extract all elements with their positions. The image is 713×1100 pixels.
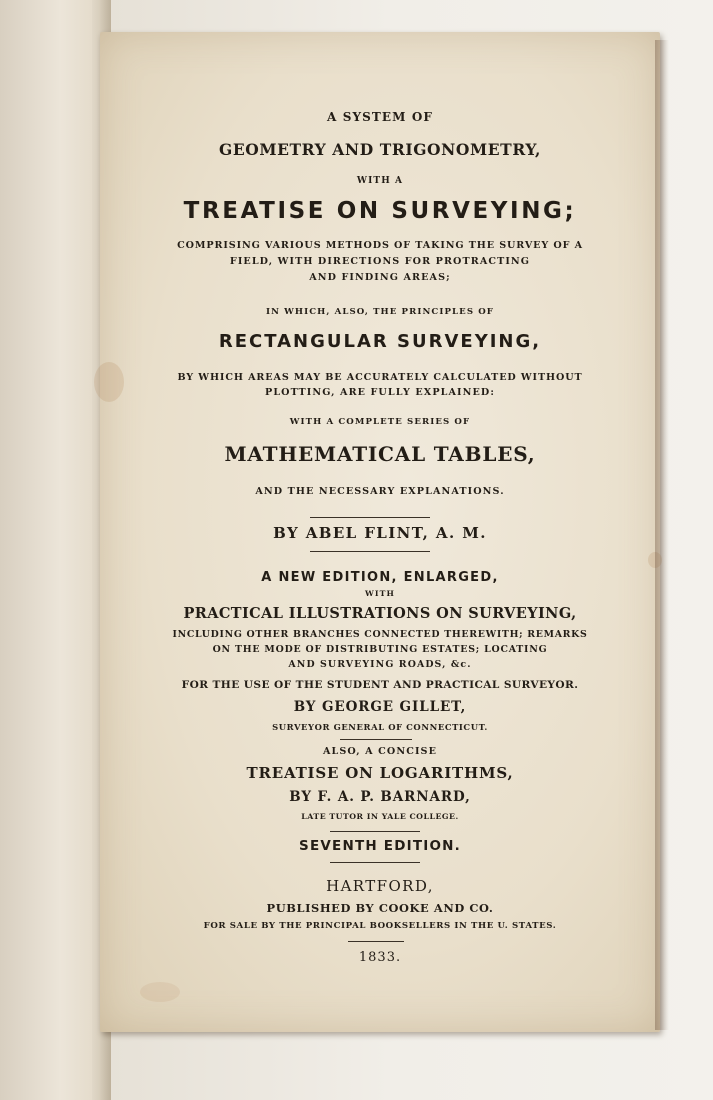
line-distributing-estates: ON THE MODE OF DISTRIBUTING ESTATES; LOCATING	[212, 644, 548, 655]
divider-rule	[348, 941, 404, 942]
line-hartford: HARTFORD,	[326, 877, 434, 895]
line-mathematical-tables: MATHEMATICAL TABLES,	[224, 442, 536, 466]
line-in-which: IN WHICH, ALSO, THE PRINCIPLES OF	[265, 307, 495, 317]
line-complete-series: WITH A COMPLETE SERIES OF	[289, 417, 471, 427]
line-by-which-areas: BY WHICH AREAS MAY BE ACCURATELY CALCULATED WITHOUT	[177, 372, 583, 383]
line-for-sale-by: FOR SALE BY THE PRINCIPAL BOOKSELLERS IN THE U. STATES.	[203, 921, 557, 931]
line-surveyor-general: SURVEYOR GENERAL OF CONNECTICUT.	[272, 722, 488, 732]
page-edge-shadow	[655, 40, 669, 1030]
line-by-barnard: BY F. A. P. BARNARD,	[289, 789, 471, 805]
line-by-abel-flint: BY ABEL FLINT, A. M.	[273, 524, 487, 542]
line-surveying-roads: AND SURVEYING ROADS, &c.	[288, 659, 472, 670]
line-geometry: GEOMETRY AND TRIGONOMETRY,	[218, 140, 541, 159]
line-practical-illustrations: PRACTICAL ILLUSTRATIONS ON SURVEYING,	[183, 605, 577, 622]
line-late-tutor: LATE TUTOR IN YALE COLLEGE.	[301, 812, 459, 821]
divider-rule	[330, 862, 420, 863]
title-page	[100, 32, 660, 1032]
line-with-a: WITH A	[356, 176, 404, 186]
line-including-other-branches: INCLUDING OTHER BRANCHES CONNECTED THEREWITH; REMARKS	[172, 629, 588, 640]
line-treatise-logarithms: TREATISE ON LOGARITHMS,	[246, 764, 514, 782]
line-by-george-gillet: BY GEORGE GILLET,	[293, 699, 467, 715]
divider-rule	[330, 831, 420, 832]
line-a-system-of: A SYSTEM OF	[327, 110, 433, 124]
line-with: WITH	[365, 589, 395, 598]
line-plotting: PLOTTING, ARE FULLY EXPLAINED:	[265, 387, 495, 398]
line-new-edition: A NEW EDITION, ENLARGED,	[261, 570, 499, 585]
line-finding-areas: AND FINDING AREAS;	[309, 272, 451, 283]
divider-rule	[310, 517, 430, 518]
line-published-by: PUBLISHED BY COOKE AND CO.	[266, 901, 494, 915]
foxing-stain	[140, 982, 180, 1002]
line-also-concise: ALSO, A CONCISE	[322, 746, 437, 757]
line-year: 1833.	[358, 950, 402, 965]
line-rectangular-surveying: RECTANGULAR SURVEYING,	[218, 331, 542, 352]
line-treatise-surveying: TREATISE ON SURVEYING;	[183, 198, 577, 224]
line-for-the-use: FOR THE USE OF THE STUDENT AND PRACTICAL SURVEYOR.	[181, 679, 579, 691]
line-seventh-edition: SEVENTH EDITION.	[299, 838, 461, 854]
line-comprising: COMPRISING VARIOUS METHODS OF TAKING THE SURVEY OF A	[177, 240, 583, 251]
line-field: FIELD, WITH DIRECTIONS FOR PROTRACTING	[229, 256, 531, 267]
divider-rule	[340, 739, 412, 740]
divider-rule	[310, 551, 430, 552]
line-necessary-explanations: AND THE NECESSARY EXPLANATIONS.	[255, 486, 505, 497]
